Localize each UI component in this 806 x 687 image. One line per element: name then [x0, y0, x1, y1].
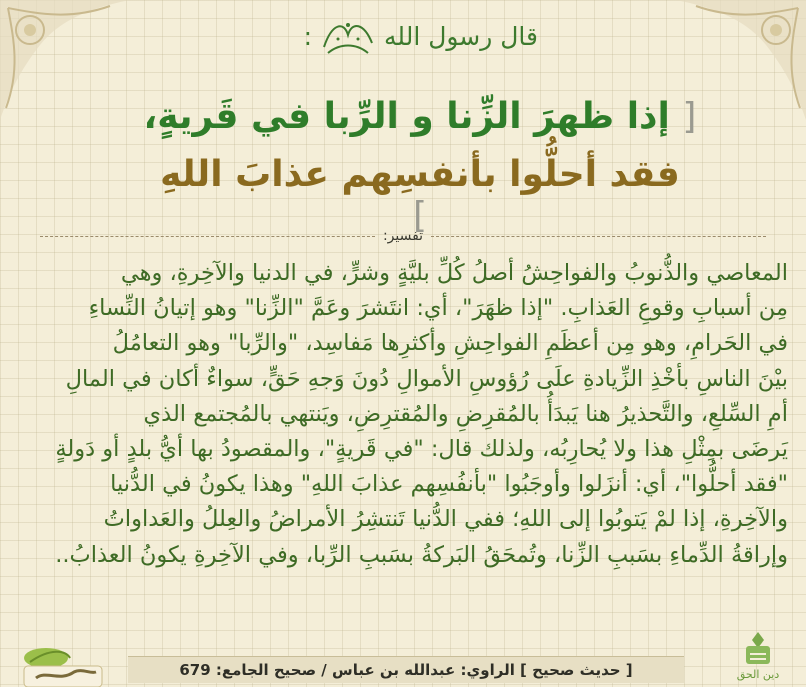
- brand-logo-icon: [20, 644, 106, 687]
- divider-rule: [40, 236, 375, 237]
- body-line: المعاصي والذُّنوبُ والفواحِشُ أصلُ كُلِّ بليَّةٍ وشرٍّ، في الدنيا والآخِرةِ، وهي: [120, 260, 788, 286]
- body-line: "فقد أحلُّوا"، أي: أنزَلوا وأوجَبُوا "بأنفُسِهم عذابَ اللهِ" وهذا يكونُ في الدُّنيا: [110, 471, 788, 498]
- din-al-haq-logo-icon: [728, 628, 788, 684]
- hadith-line-2: [160, 154, 680, 236]
- body-line: في الحَرامِ، وهو مِن أعظَمِ الفواحِشِ وأكثرِها مَفاسِد، "والرِّبا" وهو التعامُلُ: [112, 330, 788, 357]
- open-bracket: [: [682, 96, 697, 137]
- tafsir-body: [18, 256, 788, 573]
- hadith-attribution: [258, 16, 538, 56]
- divider-rule: [431, 236, 766, 237]
- attribution-text: قال رسول الله: [384, 21, 538, 51]
- tafsir-label: تفسير:: [382, 228, 424, 244]
- source-text: [ حديث صحيح ] الراوي: عبدالله بن عباس / صحيح الجامع: 679: [179, 661, 633, 679]
- attribution-colon: :: [303, 21, 313, 51]
- logo-text: دين الحق: [736, 668, 780, 681]
- ornament-corner-icon: [0, 0, 130, 120]
- body-line: بيْنَ الناسِ بأخْذِ الزِّيادةِ علَى رُؤوسِ الأموالِ دُونَ وَجهِ حَقٍّ، سواءٌ أكان في المالِ: [65, 365, 788, 392]
- body-line: مِن أسبابِ وقوعِ العَذابِ. "إذا ظهَرَ"، أي: انتَشرَ وعَمَّ "الزِّنا" وهو إتيانُ النِّساءِ: [88, 295, 788, 322]
- hadith-source-bar: [128, 656, 684, 683]
- hadith-line-1: [140, 96, 700, 137]
- close-bracket: ]: [412, 195, 428, 236]
- body-line: أمِ السِّلعِ، والتَّحذيرُ هنا يَبدَأُ بالمُقرِضِ والمُقترِضِ، ويَنتهي بالمُجتمع الذي: [143, 400, 788, 427]
- tafsir-divider: [40, 226, 766, 246]
- calligraphy-seal-icon: [318, 13, 378, 59]
- hadith-text-2: فقد أحلُّوا بأنفسِهم عذابَ اللهِ: [160, 154, 680, 195]
- body-line: يَرضَى بمِثْلِ هذا ولا يُحارِبُه، ولذلك قال: "في قَريةٍ"، والمقصودُ بها أيُّ بلدٍ أو دَولةٍ: [55, 436, 788, 463]
- hadith-text-1: إذا ظهرَ الزِّنا و الرِّبا في قَريةٍ،: [143, 96, 670, 137]
- body-line: وإراقةُ الدِّماءِ بسَببِ الزِّنا، وتُمحَقُ البَركةُ بسَببِ الرِّبا، وفي الآخِرةِ يكونُ العذابُ..: [55, 541, 788, 568]
- body-line: والآخِرةِ، إذا لمْ يَتوبُوا إلى اللهِ؛ ففي الدُّنيا تَنتشِرُ الأمراضُ والعِللُ والعَداواتُ: [103, 506, 788, 533]
